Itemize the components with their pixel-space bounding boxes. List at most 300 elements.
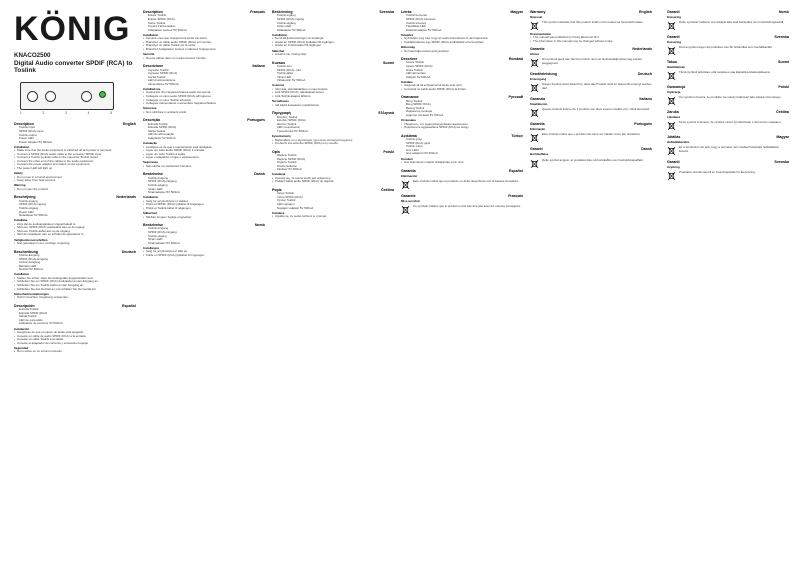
body-line: Tämä symboli tarkoittaa, että tuotetta ei saa käsitellä kotitalousjätteenä. [679,70,771,75]
crossed-out-bin-icon [530,159,539,169]
body-line: • Asegúrese de que el equipo de audio está apagado. [14,331,136,335]
item-line: Virran LED [277,75,292,79]
crossed-out-bin-icon [530,21,539,31]
section-heading: Garanti [667,10,680,14]
item-line: SPDIF (RCA)-indgang [148,180,177,184]
body-line: • Conecte un cable de audio SPDIF (RCA) a la entrada. [14,335,136,339]
language-section [667,10,789,31]
language-name: Italiano [252,64,265,69]
crossed-out-bin-icon [667,96,676,106]
item-line: Wejście SPDIF (RCA) [277,157,306,161]
item-line: Вход SPDIF (RCA) [406,103,431,107]
section-heading: Beschreibung [14,249,38,254]
body-line: • Connect the power adapter and switch on the equipment. [14,163,136,167]
figure-labels [20,111,112,115]
item-line: Ström-LED [277,25,292,29]
language-name: Español [122,303,136,308]
body-line: • The information in this manual may be changed without notice. [530,40,652,44]
language-section [667,110,789,131]
item-line: LED di alimentazione [148,79,176,83]
body-line: • Conecte el adaptador de corriente y encienda el equipo. [14,342,136,346]
subsection-heading: Sicherheitsvorkehrungen [14,291,49,296]
item-line: Uscita Toslink [148,75,166,79]
body-line: • Zorg dat de audioapparatuur uitgeschakeld is. [14,223,136,227]
disposal-notice [401,180,523,190]
section-header [401,169,523,173]
language-section [667,160,789,181]
body-line: • Branchez l'adaptateur secteur et allumez l'équipement. [143,48,265,52]
body-line: • Assicurarsi che l'apparecchiatura audio sia spenta. [143,91,265,95]
section-heading: Descrizione [143,64,164,69]
language-section [401,10,523,53]
item-line: LED τροφοδοσίας [277,126,301,130]
item-line: Toslink bemenet [406,14,427,18]
language-name: Română [508,57,523,62]
subsection-heading: Instalacja [272,172,286,177]
language-name: Español [509,168,523,173]
body-line: Este símbolo indica que o produto não deve ser tratado como lixo doméstico. [542,132,641,137]
item-line: Ieșire Toslink [406,68,423,72]
item-line: Toslink-tulo [277,65,292,69]
item-line: Индикатор питания [406,110,433,114]
language-section [530,147,652,168]
subsection-heading: Kurulum [401,156,413,161]
body-line: • Connect a Toslink (optical) cable to the converter Toslink output. [14,156,136,160]
subsection-heading: Installation [143,195,159,200]
crossed-out-bin-icon [401,205,410,215]
body-line: • Ujistěte se, že audio zařízení je vypnuté. [272,215,394,219]
item-line: Tápellátás LED [406,25,426,29]
subsection-heading: Sicurezza [143,106,157,111]
item-line: Έξοδος Toslink [277,122,297,126]
body-line: • Nicht in feuchter Umgebung verwenden. [14,296,136,300]
body-line: • Ligue um cabo áudio SPDIF (RCA) à entrada. [143,149,265,153]
body-line: Dette symbol angiver, at produktet ikke må bortskaffes som husholdningsaffald. [542,157,644,162]
language-section [143,64,265,114]
item-line: SPDIF (RCA) -tulo [277,68,301,72]
language-name: Polski [383,149,394,154]
body-line: • Tilslut et SPDIF (RCA) lydkabel til indgangen. [143,203,265,207]
subsection-heading: Likvidace [667,115,681,120]
item-line: Hálózati adapter 5V 500mA [406,28,442,32]
disposal-text [679,171,756,175]
language-name: Nederlands [632,47,652,52]
language-section [667,35,789,56]
body-line: • Ligue o adaptador e ligue o equipamento. [143,156,265,160]
subsection-heading: Sécurité [143,52,155,57]
body-line: Dit symbool geeft aan dat het product niet met huishoudelijk afval mag worden weggegooid. [542,57,643,65]
body-line: • Älä käytä kosteassa ympäristössä. [272,104,394,108]
body-line: • Assurez-vous que l'équipement audio est éteint. [143,37,265,41]
language-section [143,172,265,219]
disposal-text [413,205,521,209]
body-line: • Ne pas utiliser dans un environnement humide. [143,57,265,61]
item-line: LED de encendido [19,318,43,322]
body-line: • Non utilizzare in ambienti umidi. [143,111,265,115]
disposal-notice [530,83,652,93]
language-name: Português [634,122,652,127]
body-line: Este símbolo indica que el producto no debe desecharse con la basura doméstica. [413,178,519,183]
body-line: • Keep away from heat sources. [14,179,136,183]
item-line: Zasilacz 5V 500mA [277,168,302,172]
language-name: Deutsch [637,72,652,77]
language-name: Norsk [778,10,789,14]
section-heading: Περιγραφή [272,111,291,116]
language-name: Français [250,10,265,14]
language-column [14,122,136,557]
language-column [530,10,652,557]
item-line: Sortie Toslink [148,21,166,25]
language-section [667,60,789,81]
section-heading: Descriere [401,57,418,62]
item-line: Toslink-udgang [148,183,168,187]
body-line: • Anslut en Toslink-kabel till utgången. [272,44,394,48]
language-column [401,10,523,557]
section-heading: Beskrivning [272,10,293,14]
subsection-heading: Hävittäminen [667,65,686,70]
section-heading: Gwarancja [667,85,686,90]
section-header [667,135,789,139]
body-line: • Varmista, että äänilaitteet on sammutettu. [272,88,394,92]
body-line: • Liitä Toslink-kaapeli lähtöön. [272,95,394,99]
body-line: • Schließen Sie ein Toslink-Kabel an den Ausgang an. [14,284,136,288]
subsection-heading: Documentation [530,31,552,36]
toslink-output-port [81,91,92,102]
body-line: • Tilslut et Toslink-kabel til udgangen. [143,207,265,211]
body-line: • Schließen Sie ein SPDIF (RCA) Audiokabel an den Eingang an. [14,280,136,284]
item-line: Entrée SPDIF (RCA) [148,17,175,21]
body-line: • Schließen Sie das Netzteil an und schalten Sie die Geräte ein. [14,288,136,292]
item-line: Entrada Toslink [148,122,168,126]
item-line: Intrare SPDIF (RCA) [406,65,433,69]
language-name: English [123,122,136,126]
item-line: Toslink-ingang [19,199,38,203]
disposal-notice [667,21,789,31]
language-name: Čeština [776,110,789,115]
crossed-out-bin-icon [667,171,676,181]
brand-logo: KÖNIG [14,10,131,48]
item-line: Ingresso SPDIF (RCA) [148,72,178,76]
item-line: Alimentatore 5V 500mA [148,82,179,86]
toslink-input-port [27,91,38,102]
disposal-notice [530,108,652,118]
section-heading: Garanti [667,35,680,40]
body-line: • Niet gebruiken in een vochtige omgeving. [14,242,136,246]
subsection-heading: Eliminación [401,173,418,178]
body-line: • Csatlakoztasson egy SPDIF (RCA) audiokábelt a bemenethez. [401,41,523,45]
section-heading: Beschrijving [14,195,36,200]
body-line: Tento symbol znamená, že výrobek nesmí být likvidován s domovním odpadem. [679,120,782,125]
language-section [401,194,523,215]
item-line: SPDIF (RCA) bemenet [406,17,436,21]
subsection-heading: Utylizacja [667,90,681,95]
subsection-heading: Asennus [272,83,285,88]
section-heading: Warranty [530,10,546,14]
section-header [401,194,523,198]
language-section [401,134,523,165]
item-line: Entrada SPDIF (RCA) [19,311,48,315]
body-line: • Não utilizar em ambientes húmidos. [143,165,265,169]
body-line: • Stellen Sie sicher, dass die Audiogeräte ausgeschaltet sind. [14,277,136,281]
item-line: Toslink-lähtö [277,72,294,76]
subsection-heading: Biztonság [401,44,415,49]
language-name: Magyar [776,135,789,140]
item-line: Power adapter 5V 500mA [19,140,53,144]
language-section [530,10,652,43]
section-heading: Garantie [401,193,416,198]
item-line: Είσοδος Toslink [277,115,298,119]
item-line: Adaptor 5V 500mA [406,75,431,79]
item-line: Toslink-uitgang [19,206,39,210]
section-heading: Garantie [530,47,545,52]
section-header [530,122,652,126]
disposal-text [679,146,789,153]
disposal-notice [667,46,789,56]
body-line: • Συνδέστε ένα καλώδιο SPDIF (RCA) στην είσοδο. [272,142,394,146]
section-heading: Description [14,122,34,126]
section-heading: Garanzia [530,97,546,102]
item-line: Toslink input [19,126,35,130]
body-line: • Asigurați-vă că echipamentul audio este oprit. [401,84,523,88]
subsection-heading: Segurança [143,160,158,165]
section-header [530,97,652,101]
subsection-heading: Entsorgung [530,77,547,82]
subsection-heading: Seguridad [14,345,29,350]
disposal-notice [530,58,652,68]
section-header [530,47,652,51]
disposal-text [542,159,643,163]
language-section [401,169,523,190]
item-line: Virtasovitin 5V 500mA [277,79,306,83]
body-line: • Liitä SPDIF (RCA) -äänikaapeli tuloon. [272,91,394,95]
figure-label: 5 [110,111,112,115]
section-header [667,10,789,14]
item-line: SPDIF (RCA)-ingang [19,203,46,207]
document-title: Digital Audio converter SPDIF (RCA) to Toslink [14,60,133,75]
subsection-heading: Disposal [530,15,543,19]
item-line: Wyjście Toslink [277,161,297,165]
section-heading: Beskrivelse [143,172,163,177]
disposal-text [542,58,652,65]
item-line: Netadapter 5V 500mA [19,214,48,218]
subsection-heading: Säkerhet [272,48,285,53]
item-line: Strøm-LED [148,238,163,242]
item-line: Είσοδος SPDIF (RCA) [277,119,306,123]
disposal-notice [667,96,789,106]
language-name: Português [247,118,265,123]
language-section [14,122,136,191]
item-line: SPDIF (RCA)-Eingang [19,257,48,261]
section-header [667,160,789,164]
section-heading: Jótállás [667,135,681,140]
body-line: • Sluit de netadapter aan en schakel de apparatuur in. [14,233,136,237]
disposal-text [542,133,641,137]
disposal-notice [401,205,523,215]
disposal-notice [667,71,789,81]
body-line: • This manual was published by König Electronic B.V. [530,36,652,40]
body-line: • Βεβαιωθείτε ότι ο εξοπλισμός ήχου είναι απενεργοποιημένος. [272,139,394,143]
body-line: • Подключите аудиокабель SPDIF (RCA) ко входу. [401,126,523,130]
language-name: Deutsch [121,249,136,254]
subsection-heading: Installation [14,272,30,277]
language-section [143,10,265,60]
language-section [14,304,136,354]
item-line: Toslink-ingång [277,14,296,18]
body-line: Ten symbol oznacza, że produktu nie należy traktować jako odpadu domowego. [679,95,782,100]
body-line: • Branchez un câble audio SPDIF (RCA) sur l'entrée. [143,41,265,45]
subsection-heading: Установка [401,118,416,123]
language-name: Polski [778,85,789,90]
item-line: Güç adaptörü 5V 500mA [406,152,438,156]
section-heading: Leírás [401,10,412,14]
crossed-out-bin-icon [530,133,539,143]
item-line: Nätadapter 5V 500mA [277,28,306,32]
section-heading: Garanti [530,147,543,152]
subsection-heading: Warning [14,183,26,188]
body-line: • Collegare l'alimentatore e accendere l'apparecchiatura. [143,102,265,106]
body-line: • Make sure that the audio equipment is switched off and power is removed. [14,149,136,153]
subsection-heading: Smaltimento [530,102,548,107]
language-column [272,10,394,557]
language-name: Magyar [510,10,523,14]
language-section [530,97,652,118]
item-line: Entrada Toslink [19,308,39,312]
language-section [272,111,394,145]
subsection-heading: Bortskaffelse [530,152,549,157]
section-heading: Kuvaus [272,60,285,65]
item-line: Adaptador 5V 500mA [148,136,176,140]
body-line: Questo simbolo indica che il prodotto non deve essere smaltito con i rifiuti domestici. [542,107,650,112]
item-line: Entrée Toslink [148,14,167,18]
item-line: Ingresso Toslink [148,68,169,72]
product-diagram [20,82,114,110]
language-name: Čeština [381,187,394,192]
body-line: • Убедитесь, что аудиооборудование выключено. [401,123,523,127]
body-line: Ce symbole indique que le produit ne doit pas être jeté avec les ordures ménagères. [413,203,521,208]
section-header [530,10,652,14]
language-name: Dansk [254,172,265,177]
item-line: Toslink-Ausgang [19,261,41,265]
item-line: Saída Toslink [148,129,166,133]
disposal-text [679,46,772,50]
language-name: Svenska [774,35,789,40]
disposal-text [542,108,650,112]
body-line: • No lo utilice en un entorno húmedo. [14,350,136,354]
section-header [667,85,789,89]
crossed-out-bin-icon [667,46,676,56]
body-line: Dieses Symbol weist darauf hin, dass das Produkt nicht im Hausmüll entsorgt werden darf. [542,82,652,90]
section-heading: Záruka [667,110,679,115]
language-name: Français [508,193,523,198]
item-line: Toslink-inngang [148,227,169,231]
item-line: Strømadapter 5V 500mA [148,241,180,245]
item-line: Toslink output [19,133,37,137]
item-line: Vstup SPDIF (RCA) [277,195,303,199]
subsection-heading: Mise au rebut [401,198,420,203]
item-line: Toslink kimenet [406,21,426,25]
body-line: • Podłącz kabel audio SPDIF (RCA) do wejścia. [272,180,394,184]
item-line: Güç LED'i [406,148,419,152]
item-line: Strøm-LED [148,187,163,191]
section-header [530,72,652,76]
subsection-heading: Kassering [667,40,681,45]
body-line: • Győződjön meg róla, hogy az audio berendezés ki van kapcsolva. [401,37,523,41]
section-heading: Descrição [143,118,161,123]
subsection-heading: Safety [14,171,23,176]
language-name: Suomi [383,60,394,65]
crossed-out-bin-icon [667,121,676,131]
subsection-heading: Sikkerhed [143,210,157,215]
language-name: Ελληνικά [378,111,394,116]
item-line: Salida Toslink [19,315,37,319]
language-name: Italiano [639,97,652,102]
language-section [530,47,652,68]
item-line: Τροφοδοτικό 5V 500mA [277,129,308,133]
item-line: SPDIF (RCA) input [19,129,44,133]
power-led [99,91,106,98]
disposal-text [679,71,770,75]
body-line: • Do not open the product. [14,188,136,192]
body-line: • Connect the other end of the cables to the audio equipment. [14,160,136,164]
language-name: Nederlands [116,195,136,200]
language-name: Svenska [379,10,394,14]
item-line: LED napájení [277,203,295,207]
crossed-out-bin-icon [530,83,539,93]
language-name: English [639,10,652,14]
language-section [530,72,652,93]
body-line: • Koble en SPDIF (RCA) lydkabel til inngangen. [143,254,265,258]
body-line: Denna symbol anger att produkten inte får behandlas som hushållsavfall. [679,45,773,50]
language-section [14,195,136,245]
language-section [143,223,265,257]
body-line: • Se till att ljudutrustningen är avstängd. [272,37,394,41]
item-line: Dioda zasilania [277,164,297,168]
body-line: • Connect a SPDIF (RCA) audio cable to the converter SPDIF input. [14,153,136,157]
body-line: Produkten ska lämnas till en insamlingsplats för återvinning. [679,170,756,175]
subsection-heading: Veiligheidsvoorschriften [14,237,48,242]
disposal-text [679,21,784,25]
disposal-text [679,121,781,125]
body-line: • Sluit een SPDIF (RCA) audiokabel aan op de ingang. [14,226,136,230]
section-heading: Takuu [667,60,678,65]
figure-label: 3 [65,111,67,115]
body-line: • Conectați un cablu audio SPDIF (RCA) la intrare. [401,88,523,92]
body-line: • Må ikke bruges i fugtige omgivelser. [143,216,265,220]
item-line: Voyant d'alimentation [148,25,176,29]
disposal-notice [667,146,789,156]
section-heading: Описание [401,95,419,100]
item-line: Wejście Toslink [277,154,297,157]
language-name: Svenska [774,160,789,165]
item-line: Adaptador de corriente 5V 500mA [19,322,63,326]
subsection-heading: Installation [14,144,30,149]
item-line: Strømadapter 5V 500mA [148,191,180,195]
item-line: Betriebs-LED [19,264,37,268]
subsection-heading: Hulladékkezelés [667,140,690,145]
item-line: Netzteil 5V 500mA [19,268,43,272]
body-line: Dette symbolet indikerer at produktet ikke skal behandles som husholdningsavfall. [679,20,784,25]
subsection-heading: Afvoer [530,52,540,57]
item-line: Toslink-Eingang [19,254,40,258]
crossed-out-bin-icon [530,108,539,118]
language-column [143,10,265,557]
language-name: Русский [508,95,523,100]
disposal-notice [530,159,652,169]
section-heading: Opis [272,149,280,154]
body-line: Ez a szimbólum azt jelzi, hogy a terméket nem szabad háztartási hulladékként kezelni. [679,145,780,153]
figure-label: 1 [20,111,22,115]
body-line: • Sørg for at lydudstyret er slukket. [143,200,265,204]
